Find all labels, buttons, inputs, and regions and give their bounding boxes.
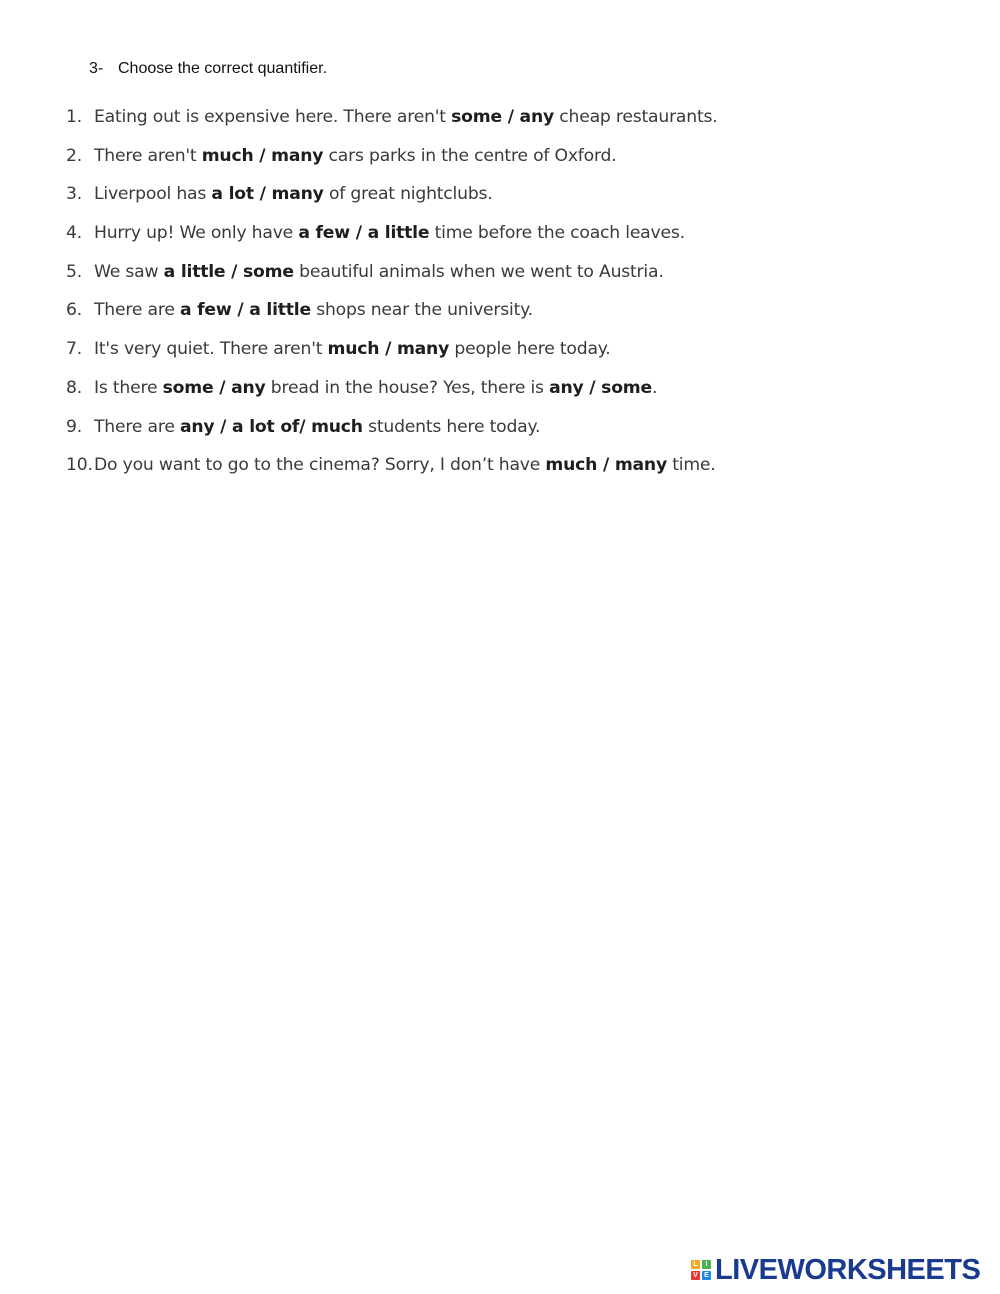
question-text: beautiful animals when we went to Austria. bbox=[293, 261, 664, 282]
quantifier-options: any / a lot of/ much bbox=[179, 416, 363, 437]
question-number: 2. bbox=[66, 145, 82, 166]
question-text: It's very quiet. There aren't bbox=[94, 339, 328, 360]
quantifier-options: a little / some bbox=[163, 261, 294, 282]
quantifier-options: a lot / many bbox=[211, 184, 324, 205]
exercise-instruction: Choose the correct quantifier. bbox=[118, 60, 328, 77]
question-text: students here today. bbox=[362, 416, 541, 437]
logo-text: LIVEWORKSHEETS bbox=[715, 1253, 981, 1286]
question-text: time. bbox=[666, 455, 716, 476]
quantifier-options: any / some bbox=[549, 377, 652, 398]
question-item bbox=[66, 451, 826, 490]
logo-mark-tile: V bbox=[691, 1271, 700, 1280]
question-list bbox=[66, 103, 826, 490]
question-number: 9. bbox=[66, 416, 82, 437]
question-text: There are bbox=[94, 300, 180, 321]
logo-mark-tile: E bbox=[702, 1271, 711, 1280]
question-item bbox=[66, 219, 826, 258]
exercise-heading bbox=[89, 60, 327, 78]
quantifier-options: a few / a little bbox=[179, 300, 311, 321]
logo-mark-tile: L bbox=[691, 1260, 700, 1269]
question-text: cars parks in the centre of Oxford. bbox=[323, 145, 617, 166]
quantifier-options: some / any bbox=[162, 377, 266, 398]
question-number: 5. bbox=[66, 261, 82, 282]
exercise-number: 3- bbox=[89, 60, 104, 77]
liveworksheets-logo bbox=[691, 1253, 980, 1287]
question-item bbox=[66, 413, 826, 452]
question-item bbox=[66, 374, 826, 413]
question-text: of great nightclubs. bbox=[323, 184, 493, 205]
quantifier-options: much / many bbox=[201, 145, 324, 166]
question-number: 4. bbox=[66, 223, 82, 244]
question-item bbox=[66, 335, 826, 374]
question-item bbox=[66, 103, 826, 142]
question-text: Liverpool has bbox=[94, 184, 212, 205]
quantifier-options: a few / a little bbox=[298, 223, 430, 244]
question-text: Do you want to go to the cinema? Sorry, I don’t have bbox=[94, 455, 546, 476]
question-text: We saw bbox=[94, 261, 164, 282]
question-text: . bbox=[651, 377, 658, 398]
question-text: Eating out is expensive here. There aren't bbox=[94, 107, 452, 127]
question-item bbox=[66, 258, 826, 297]
question-text: There are bbox=[94, 416, 180, 437]
quantifier-options: much / many bbox=[545, 455, 667, 476]
question-text: time before the coach leaves. bbox=[429, 223, 685, 244]
question-number: 1. bbox=[66, 107, 82, 127]
question-number: 6. bbox=[66, 300, 82, 321]
question-text: Is there bbox=[94, 377, 163, 398]
question-item bbox=[66, 180, 826, 219]
question-number: 10. bbox=[66, 455, 93, 476]
question-number: 3. bbox=[66, 184, 82, 205]
question-item bbox=[66, 296, 826, 335]
quantifier-options: some / any bbox=[451, 107, 554, 127]
question-text: cheap restaurants. bbox=[554, 107, 718, 127]
logo-mark-tile: I bbox=[702, 1260, 711, 1269]
question-number: 7. bbox=[66, 339, 82, 360]
quantifier-options: much / many bbox=[327, 339, 450, 360]
question-item bbox=[66, 142, 826, 181]
question-text: people here today. bbox=[449, 339, 611, 360]
question-number: 8. bbox=[66, 377, 82, 398]
question-text: There aren't bbox=[94, 145, 202, 166]
question-text: Hurry up! We only have bbox=[94, 223, 299, 244]
question-text: bread in the house? Yes, there is bbox=[265, 377, 550, 398]
logo-icon bbox=[691, 1260, 711, 1280]
question-text: shops near the university. bbox=[310, 300, 533, 321]
